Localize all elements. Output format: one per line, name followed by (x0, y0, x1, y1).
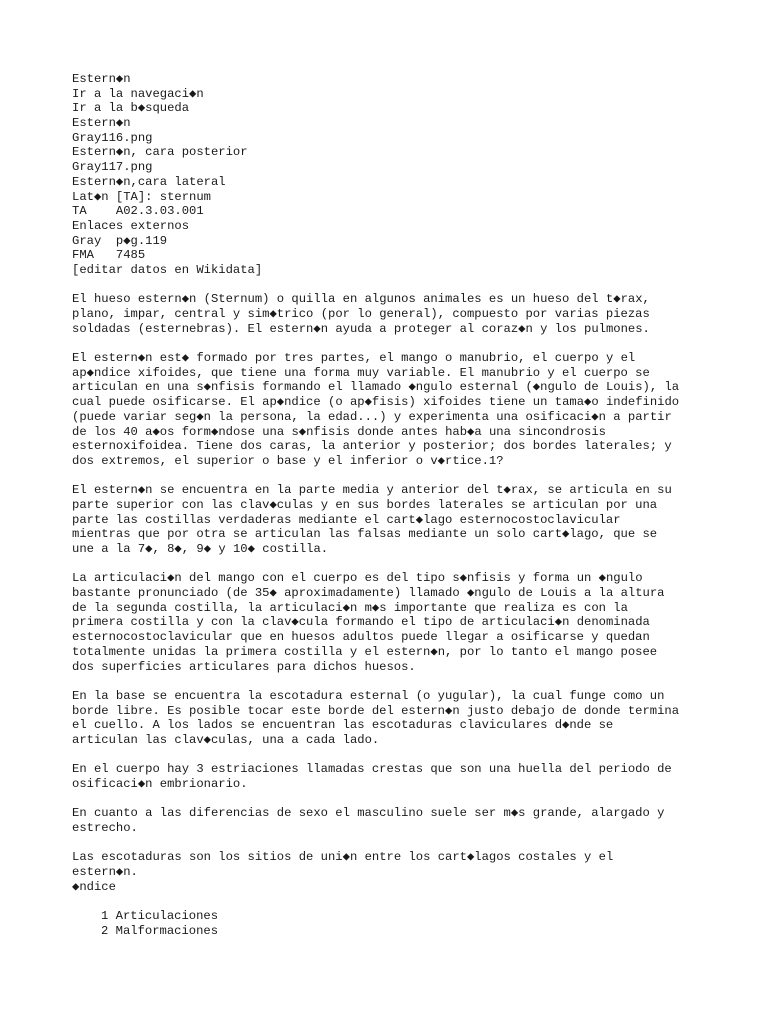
paragraph (72, 850, 712, 894)
infobox-fma-code: FMA 7485 (72, 248, 146, 263)
infobox-gray-page: Gray p◆g.119 (72, 233, 168, 248)
infobox-image-filename[interactable]: Gray116.png (72, 130, 153, 145)
paragraph (72, 762, 712, 791)
paragraph-line: estern◆n. (72, 865, 138, 880)
paragraph-line: La articulaci◆n del mango con el cuerpo es del tipo s◆nfisis y forma un ◆ngulo (72, 571, 643, 586)
paragraph-line: articulan en una s◆nfisis formando el llamado ◆ngulo esternal (◆ngulo de Louis), la (72, 380, 680, 395)
paragraph-line: Las escotaduras son los sitios de uni◆n entre los cart◆lagos costales y el (72, 850, 614, 865)
paragraph-line: bastante pronunciado (de 35◆ aproximadamente) llamado ◆ngulo de Louis a la altura (72, 586, 665, 601)
paragraph-line: En cuanto a las diferencias de sexo el masculino suele ser m◆s grande, alargado y (72, 806, 665, 821)
infobox-title: Estern◆n (72, 116, 131, 131)
infobox-image-filename[interactable]: Gray117.png (72, 160, 153, 175)
infobox-external-links-heading: Enlaces externos (72, 218, 190, 233)
edit-wikidata-link[interactable]: [editar datos en Wikidata] (72, 262, 263, 277)
paragraph-line: osificaci◆n embrionario. (72, 777, 248, 791)
page-title: Estern◆n (72, 72, 131, 86)
paragraph-line: ◆ndice (72, 879, 116, 894)
paragraph-line: une a la 7◆, 8◆, 9◆ y 10◆ costilla. (72, 542, 329, 556)
infobox-latin-name: Lat◆n [TA]: sternum (72, 189, 211, 204)
paragraph-line: El hueso estern◆n (Sternum) o quilla en algunos animales es un hueso del t◆rax, (72, 292, 650, 307)
paragraph-line: En la base se encuentra la escotadura esternal (o yugular), la cual funge como un (72, 688, 665, 703)
paragraph (72, 571, 712, 674)
paragraph-line: mientras que por otra se articulan las falsas mediante un solo cart◆lago, que se (72, 527, 658, 542)
paragraph-line: articulan las clav◆culas, una a cada lado. (72, 732, 380, 747)
paragraph-line: parte superior con las clav◆culas y en sus bordes laterales se articulan por una (72, 497, 658, 512)
toc-item[interactable]: 2 Malformaciones (101, 923, 219, 938)
skip-to-search-link[interactable]: Ir a la b◆squeda (72, 101, 190, 116)
paragraph (72, 483, 712, 556)
paragraph-line: cual puede osificarse. El ap◆ndice (o ap◆fisis) xifoides tiene un tama◆o indefinido (72, 395, 680, 410)
paragraph-line: ap◆ndice xifoides, que tiene una forma muy variable. El manubrio y el cuerpo se (72, 365, 650, 380)
document-body (72, 72, 712, 939)
toc-item[interactable]: 1 Articulaciones (101, 909, 219, 924)
infobox-image-caption: Estern◆n,cara lateral (72, 174, 226, 189)
paragraph-line: de la segunda costilla, la articulaci◆n m◆s importante que realiza es con la (72, 600, 628, 615)
paragraph-line: plano, impar, central y sim◆trico (por lo general), compuesto por varias piezas (72, 307, 650, 321)
paragraph-line: dos extremos, el superior o base y el inferior o v◆rtice.1? (72, 453, 504, 468)
article-header (72, 72, 712, 278)
infobox-ta-code: TA A02.3.03.001 (72, 204, 204, 219)
paragraph-line: El estern◆n se encuentra en la parte media y anterior del t◆rax, se articula en su (72, 483, 672, 498)
paragraph-line: estrecho. (72, 821, 138, 836)
paragraph-line: dos superficies articulares para dichos huesos. (72, 659, 416, 674)
table-of-contents (72, 909, 712, 938)
paragraph-line: esternocostoclavicular que en huesos adultos puede llegar a osificarse y quedan (72, 630, 650, 645)
paragraph-line: parte las costillas verdaderas mediante el cart◆lago esternocostoclavicular (72, 512, 621, 527)
paragraph (72, 292, 712, 336)
paragraph (72, 351, 712, 469)
paragraph-line: el cuello. A los lados se encuentran las escotaduras claviculares d◆nde se (72, 718, 614, 733)
paragraph-line: soldadas (esternebras). El estern◆n ayuda a proteger al coraz◆n y los pulmones. (72, 321, 650, 336)
paragraph-line: El estern◆n est◆ formado por tres partes, el mango o manubrio, el cuerpo y el (72, 351, 636, 366)
paragraph-line: (puede variar seg◆n la persona, la edad...) y experimenta una osificaci◆n a partir (72, 409, 672, 424)
article-paragraphs (72, 292, 712, 894)
skip-to-navigation-link[interactable]: Ir a la navegaci◆n (72, 86, 204, 101)
paragraph-line: borde libre. Es posible tocar este borde del estern◆n justo debajo de donde termina (72, 703, 680, 718)
paragraph-line: En el cuerpo hay 3 estriaciones llamadas crestas que son una huella del periodo de (72, 762, 672, 777)
paragraph (72, 806, 712, 835)
paragraph-line: esternoxifoidea. Tiene dos caras, la anterior y posterior; dos bordes laterales; y (72, 439, 672, 454)
paragraph-line: primera costilla y con la clav◆cula formando el tipo de articulaci◆n denominada (72, 615, 650, 630)
paragraph-line: totalmente unidas la primera costilla y el estern◆n, por lo tanto el mango posee (72, 644, 658, 659)
paragraph-line: de los 40 a◆os form◆ndose una s◆nfisis donde antes hab◆a una sincondrosis (72, 424, 606, 439)
paragraph (72, 689, 712, 748)
infobox-image-caption: Estern◆n, cara posterior (72, 145, 248, 160)
